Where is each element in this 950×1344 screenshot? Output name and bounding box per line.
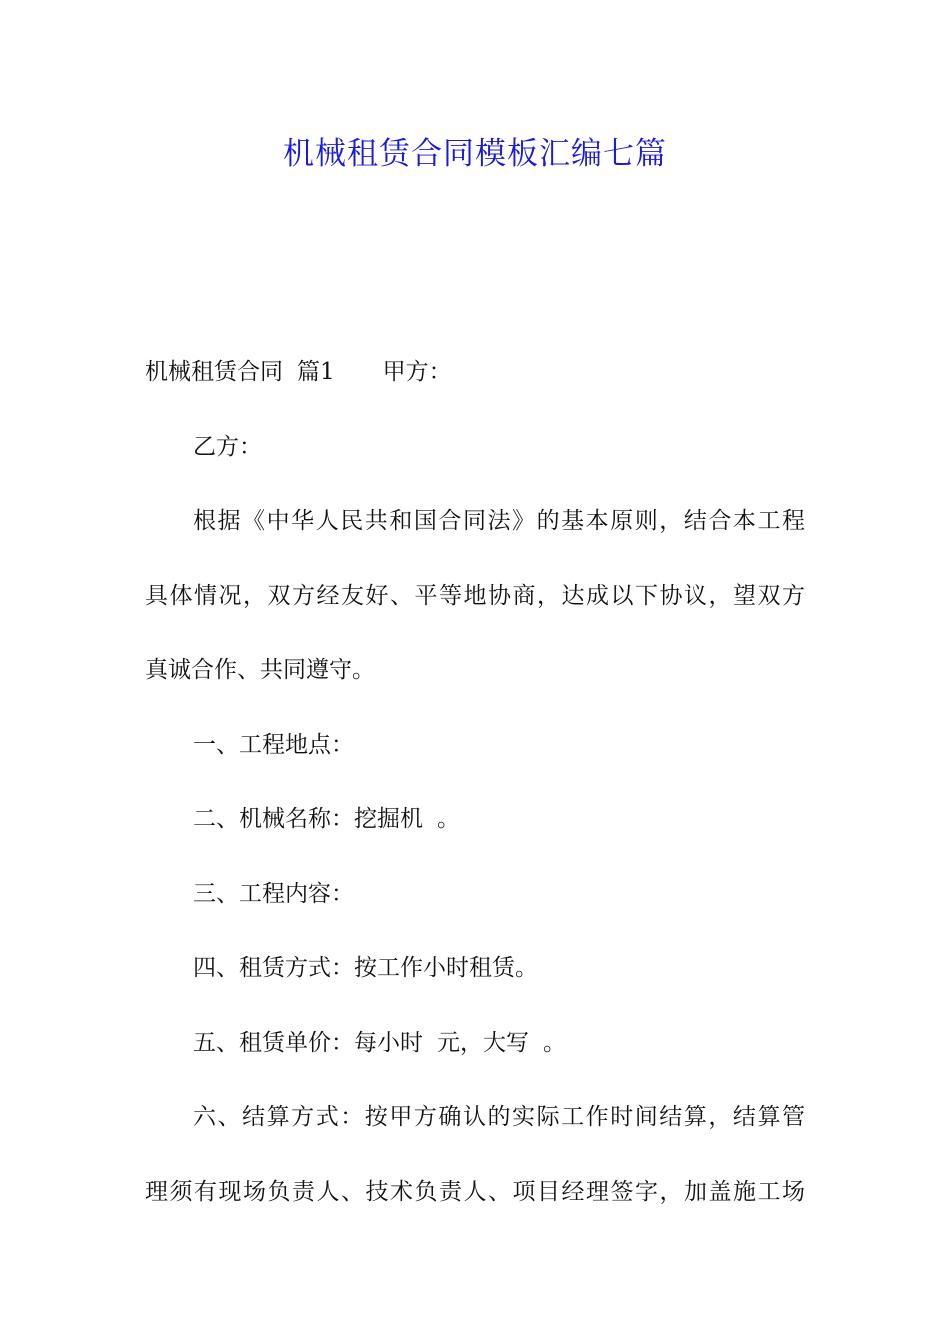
clause-5 bbox=[145, 1006, 805, 1081]
clause-2 bbox=[145, 782, 805, 857]
intro-paragraph-line-1: 根据《中华人民共和国合同法》的基本原则，结合本工程 bbox=[193, 508, 805, 534]
intro-paragraph-line-2: 具体情况，双方经友好、平等地协商，达成以下协议，望双方 bbox=[145, 582, 805, 609]
clause-1: 一、工程地点： bbox=[193, 731, 354, 758]
clause-4: 四、租赁方式：按工作小时租赁。 bbox=[193, 955, 538, 981]
clause-3: 三、工程内容： bbox=[193, 880, 354, 907]
clause-2-end: 。 bbox=[437, 806, 460, 832]
document-body bbox=[145, 335, 805, 1229]
clause-5-part-1: 五、租赁单价：每小时 bbox=[193, 1029, 423, 1056]
section-heading-line bbox=[145, 335, 805, 410]
clause-5-end: 。 bbox=[543, 1029, 566, 1056]
party-a-label: 甲方： bbox=[382, 359, 452, 385]
intro-paragraph-line-3: 真诚合作、共同遵守。 bbox=[145, 657, 375, 683]
clause-5-part-2: 元，大写 bbox=[437, 1029, 529, 1056]
clause-6-line-1: 六、结算方式：按甲方确认的实际工作时间结算，结算管 bbox=[193, 1104, 805, 1130]
section-number: 篇1 bbox=[297, 359, 335, 385]
clause-2-label: 二、机械名称：挖掘机 bbox=[193, 806, 423, 832]
section-heading: 机械租赁合同 bbox=[145, 359, 283, 385]
party-b-line bbox=[145, 410, 805, 485]
party-b-label: 乙方： bbox=[193, 433, 262, 460]
document-title: 机械租赁合同模板汇编七篇 bbox=[283, 136, 667, 172]
clause-6-line-2: 理须有现场负责人、技术负责人、项目经理签字，加盖施工场 bbox=[145, 1178, 805, 1205]
